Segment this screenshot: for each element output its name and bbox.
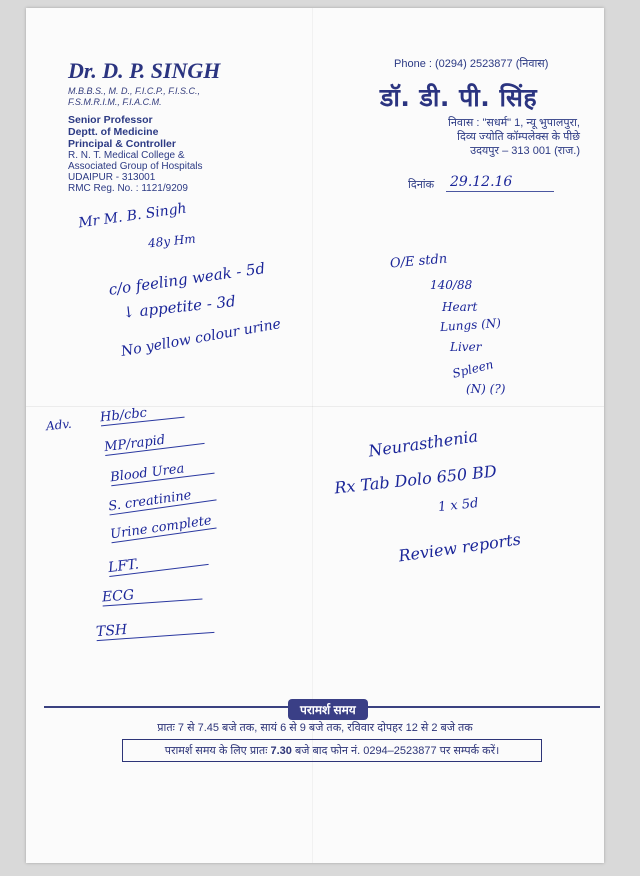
- patient-age: 48y Hm: [147, 231, 197, 251]
- designation: Principal & Controller: [68, 138, 176, 150]
- date-label: दिनांक: [408, 179, 435, 191]
- advice-label: Adv.: [45, 416, 73, 434]
- investigation-item: S. creatinine: [107, 485, 216, 516]
- contact-suffix: बजे बाद फोन नं. 0294–2523877 पर सम्पर्क करें।: [294, 745, 500, 757]
- prescription-sheet: [26, 8, 604, 863]
- college: Associated Group of Hospitals: [68, 161, 203, 172]
- exam-line: (N) (?): [466, 382, 506, 396]
- rx-dosage: 1 x 5d: [437, 495, 480, 516]
- complaint-line: c/o feeling weak - 5d: [107, 259, 267, 299]
- exam-line: 140/88: [430, 278, 473, 292]
- investigation-item: Blood Urea: [109, 458, 214, 487]
- consultation-time-badge: परामर्श समय: [288, 699, 368, 720]
- address-line: दिव्य ज्योति कॉम्पलेक्स के पीछे: [457, 131, 580, 143]
- date-underline: [446, 191, 554, 192]
- investigation-item: TSH: [96, 616, 215, 641]
- doctor-name-english: Dr. D. P. SINGH: [68, 58, 221, 83]
- college: R. N. T. Medical College &: [68, 150, 185, 161]
- address-line: उदयपुर – 313 001 (राज.): [470, 145, 580, 157]
- residence-address: [388, 116, 580, 158]
- registration-number: RMC Reg. No. : 1121/9209: [68, 183, 188, 194]
- phone-number: Phone : (0294) 2523877 (निवास): [394, 58, 549, 70]
- patient-name: Mr M. B. Singh: [77, 200, 188, 232]
- paper-fold: [26, 406, 604, 407]
- contact-time: 7.30: [270, 745, 292, 757]
- contact-note: [122, 739, 542, 762]
- city: UDAIPUR - 313001: [68, 172, 156, 183]
- degrees: [68, 86, 200, 108]
- investigation-item: ECG: [102, 583, 203, 607]
- complaint-line: ↓ appetite - 3d: [121, 292, 237, 322]
- degrees-line: M.B.B.S., M. D., F.I.C.P., F.I.S.C.,: [68, 86, 201, 96]
- exam-line: Liver: [450, 340, 482, 354]
- investigation-item: Urine complete: [109, 513, 216, 544]
- exam-line: Heart: [442, 300, 478, 314]
- investigation-item: Hb/cbc: [99, 402, 184, 427]
- rx-medication: Rx Tab Dolo 650 BD: [333, 461, 498, 498]
- address-line: निवास : "सधर्म" 1, न्यू भुपालपुरा,: [447, 117, 580, 129]
- investigation-item: MP/rapid: [103, 428, 204, 456]
- contact-prefix: परामर्श समय के लिए प्रातः: [164, 745, 268, 757]
- complaint-line: No yellow colour urine: [119, 316, 283, 360]
- investigation-item: LFT.: [107, 548, 208, 577]
- doctor-name-hindi: डॉ. डी. पी. सिंह: [380, 83, 538, 112]
- exam-line: Lungs (N): [439, 315, 502, 335]
- consultation-hours: प्रातः 7 से 7.45 बजे तक, सायं 6 से 9 बजे तक, रविवार दोपहर 12 से 2 बजे तक: [157, 722, 473, 734]
- exam-line: Spleen: [450, 357, 495, 381]
- department: Deptt. of Medicine: [68, 126, 159, 138]
- diagnosis: Neurasthenia: [367, 426, 480, 461]
- review-advice: Review reports: [397, 529, 522, 566]
- doctor-credentials: [68, 114, 203, 194]
- exam-line: O/E stdn: [389, 251, 448, 272]
- designation: Senior Professor: [68, 114, 153, 126]
- date-value: 29.12.16: [450, 174, 513, 190]
- degrees-line: F.S.M.R.I.M., F.I.A.C.M.: [68, 97, 162, 107]
